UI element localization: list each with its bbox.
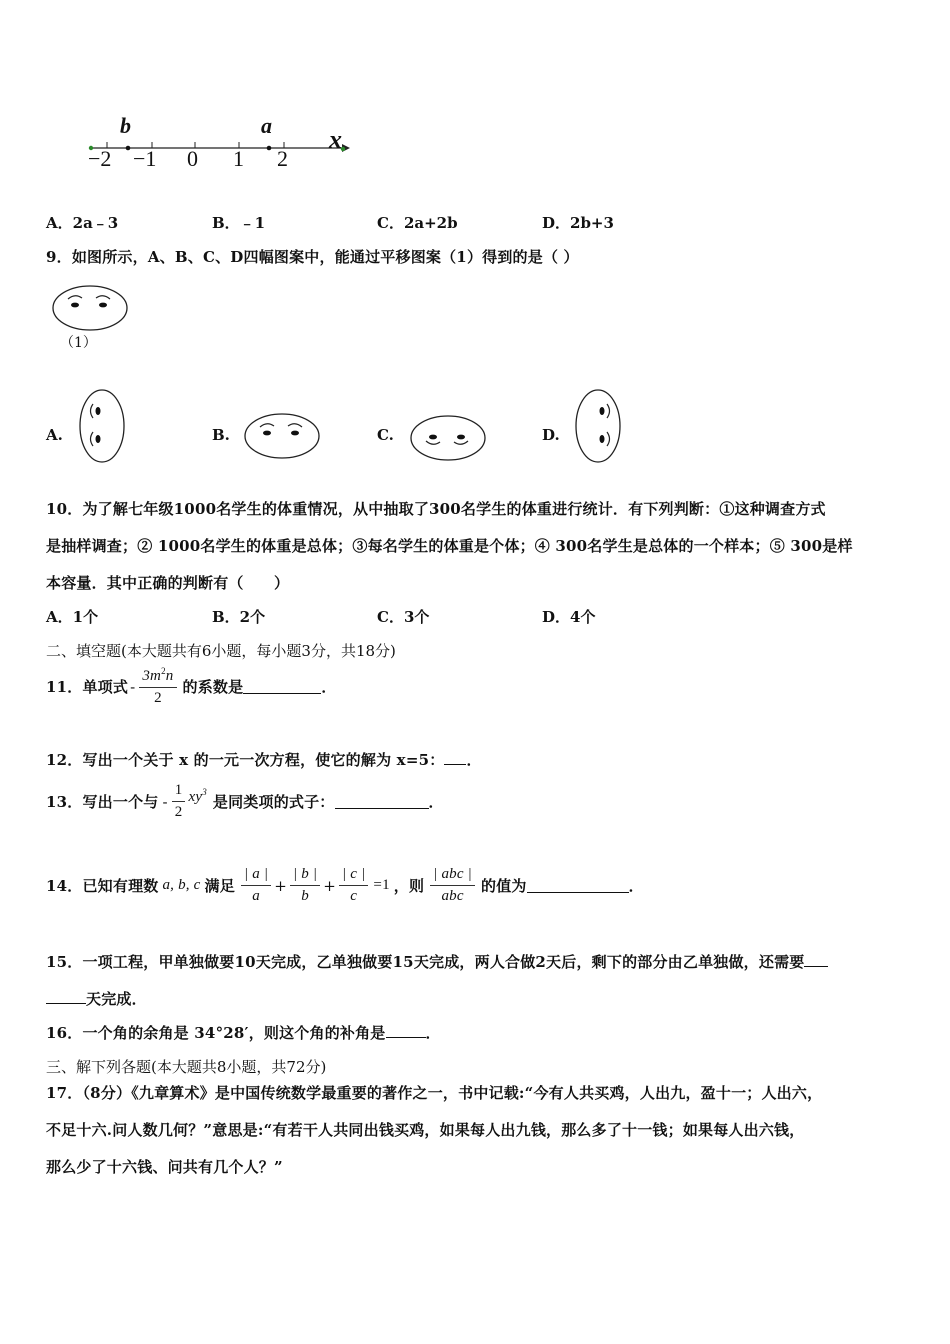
q14-prefix: 14．已知有理数 [46,877,159,896]
q16-text: 16．一个角的余角是 34°28′，则这个角的补角是 [46,1024,386,1042]
q13-term: $xy^3$ [188,787,207,806]
point-a [267,146,272,151]
face-option-c [408,410,498,470]
face-option-b [242,408,332,468]
face-option-d [572,388,632,468]
q15-line1-wrap [46,951,828,972]
q10-line3: 本容量．其中正确的判断有（ ） [46,574,290,592]
q9-text: 9．如图所示，A、B、C、D四幅图案中，能通过平移图案（1）得到的是（ ） [46,248,579,266]
q8-option-d: D．2b+3 [542,214,614,232]
q13-blank[interactable] [335,794,429,809]
q10-line1: 10．为了解七年级1000名学生的体重情况，从中抽取了300名学生的体重进行统计．有下列判断：①这种调查方式 [46,500,826,518]
q14-frac-a: $\frac{| a |}{a}$ [241,866,271,906]
section-2-heading: 二、填空题(本大题共有6小题，每小题3分，共18分) [46,642,396,660]
q8-option-c: C．2a+2b [377,214,458,232]
q17-line3: 那么少了十六钱、问共有几个人？” [46,1158,283,1176]
q14-vars: a, b, c [162,877,201,894]
q9-option-c: C. [377,426,394,444]
q9-option-b: B. [212,426,230,444]
q13-prefix: 13．写出一个与 [46,793,159,812]
q11-blank[interactable] [243,679,321,694]
q12: 12．写出一个关于 x 的一元一次方程，使它的解为 x=5： ． [46,751,482,769]
q14-cond: 满足 [204,877,235,896]
q10-option-c: C．3个 [377,608,430,626]
q9-option-d: D. [542,426,560,444]
q14-blank[interactable] [527,878,629,893]
q12-text: 12．写出一个关于 x 的一元一次方程，使它的解为 x=5： [46,751,445,769]
q14: 14．已知有理数 a, b, c 满足 $\frac{| a |}{a}$ + $\frac{| b |}{b}$ + $\frac{| c |}{c}$ =1 ，则 $\frac{\text{| abc |}}{\text{abc}}$ 的值为 ． [46,866,644,905]
q11-suffix: 的系数是 [182,678,244,697]
face-option-a [76,388,136,468]
point-b [126,146,131,151]
label-b: b [120,113,131,138]
tick-neg1: −1 [133,146,157,171]
q15-line1: 15．一项工程，甲单独做要10天完成，乙单独做要15天完成，两人合做2天后，剩下的部分由乙单独做，还需要 [46,953,805,971]
q13-fraction: $\frac{1}{2}$ [172,782,186,822]
tick-0: 0 [187,146,198,171]
q11-prefix: 11．单项式 [46,678,129,697]
q13-suffix: 是同类项的式子： [212,793,335,812]
q16: 16．一个角的余角是 34°28′，则这个角的补角是 ． [46,1024,441,1042]
q11: 11．单项式 - $\frac{3m^2n}{2}$ 的系数是 ． [46,666,337,707]
tick-2: 2 [277,146,288,171]
q15-blank-a[interactable] [804,952,828,967]
q14-frac-abc: $\frac{\text{| abc |}}{\text{abc}}$ [430,866,475,906]
q8-option-a: A．2a﹣3 [46,214,119,232]
q14-frac-c: $\frac{| c |}{c}$ [339,866,368,906]
q16-blank[interactable] [386,1023,426,1038]
section-3-heading: 三、解下列各题(本大题共8小题，共72分) [46,1058,327,1076]
q12-blank[interactable] [444,750,466,765]
face-figure-1 [50,278,140,338]
q11-fraction: $\frac{3m^2n}{2}$ [139,666,176,708]
label-a: a [261,113,272,138]
label-x: x [329,125,342,154]
figure-1-label: （1） [60,335,97,351]
q10-option-d: D．4个 [542,608,596,626]
q15-blank-b[interactable] [46,989,86,1004]
q9-option-a: A. [46,426,63,444]
tick-neg2: −2 [88,146,112,171]
q14-frac-b: $\frac{| b |}{b}$ [290,866,320,906]
q8-option-b: B．﹣1 [212,214,266,232]
tick-1: 1 [233,146,244,171]
q10-line2: 是抽样调查；② 1000名学生的体重是总体；③每名学生的体重是个体；④ 300名学生是总体的一个样本；⑤ 300是样 [46,537,853,555]
q13: 13．写出一个与 - $\frac{1}{2}$ $xy^3$ 是同类项的式子： ． [46,782,444,821]
q10-option-a: A．1个 [46,608,99,626]
q11-minus: - [130,677,136,696]
q10-option-b: B．2个 [212,608,266,626]
q13-minus: - [162,792,168,811]
q15-line2-wrap: 天完成． [46,988,147,1009]
q17-line1: 17．（8分）《九章算术》是中国传统数学最重要的著作之一，书中记载:“今有人共买鸡，人出九，盈十一；人出六， [46,1084,823,1102]
q17-line2: 不足十六.问人数几何？”意思是:“有若干人共同出钱买鸡，如果每人出九钱，那么多了十一钱；如果每人出六钱， [46,1121,805,1139]
